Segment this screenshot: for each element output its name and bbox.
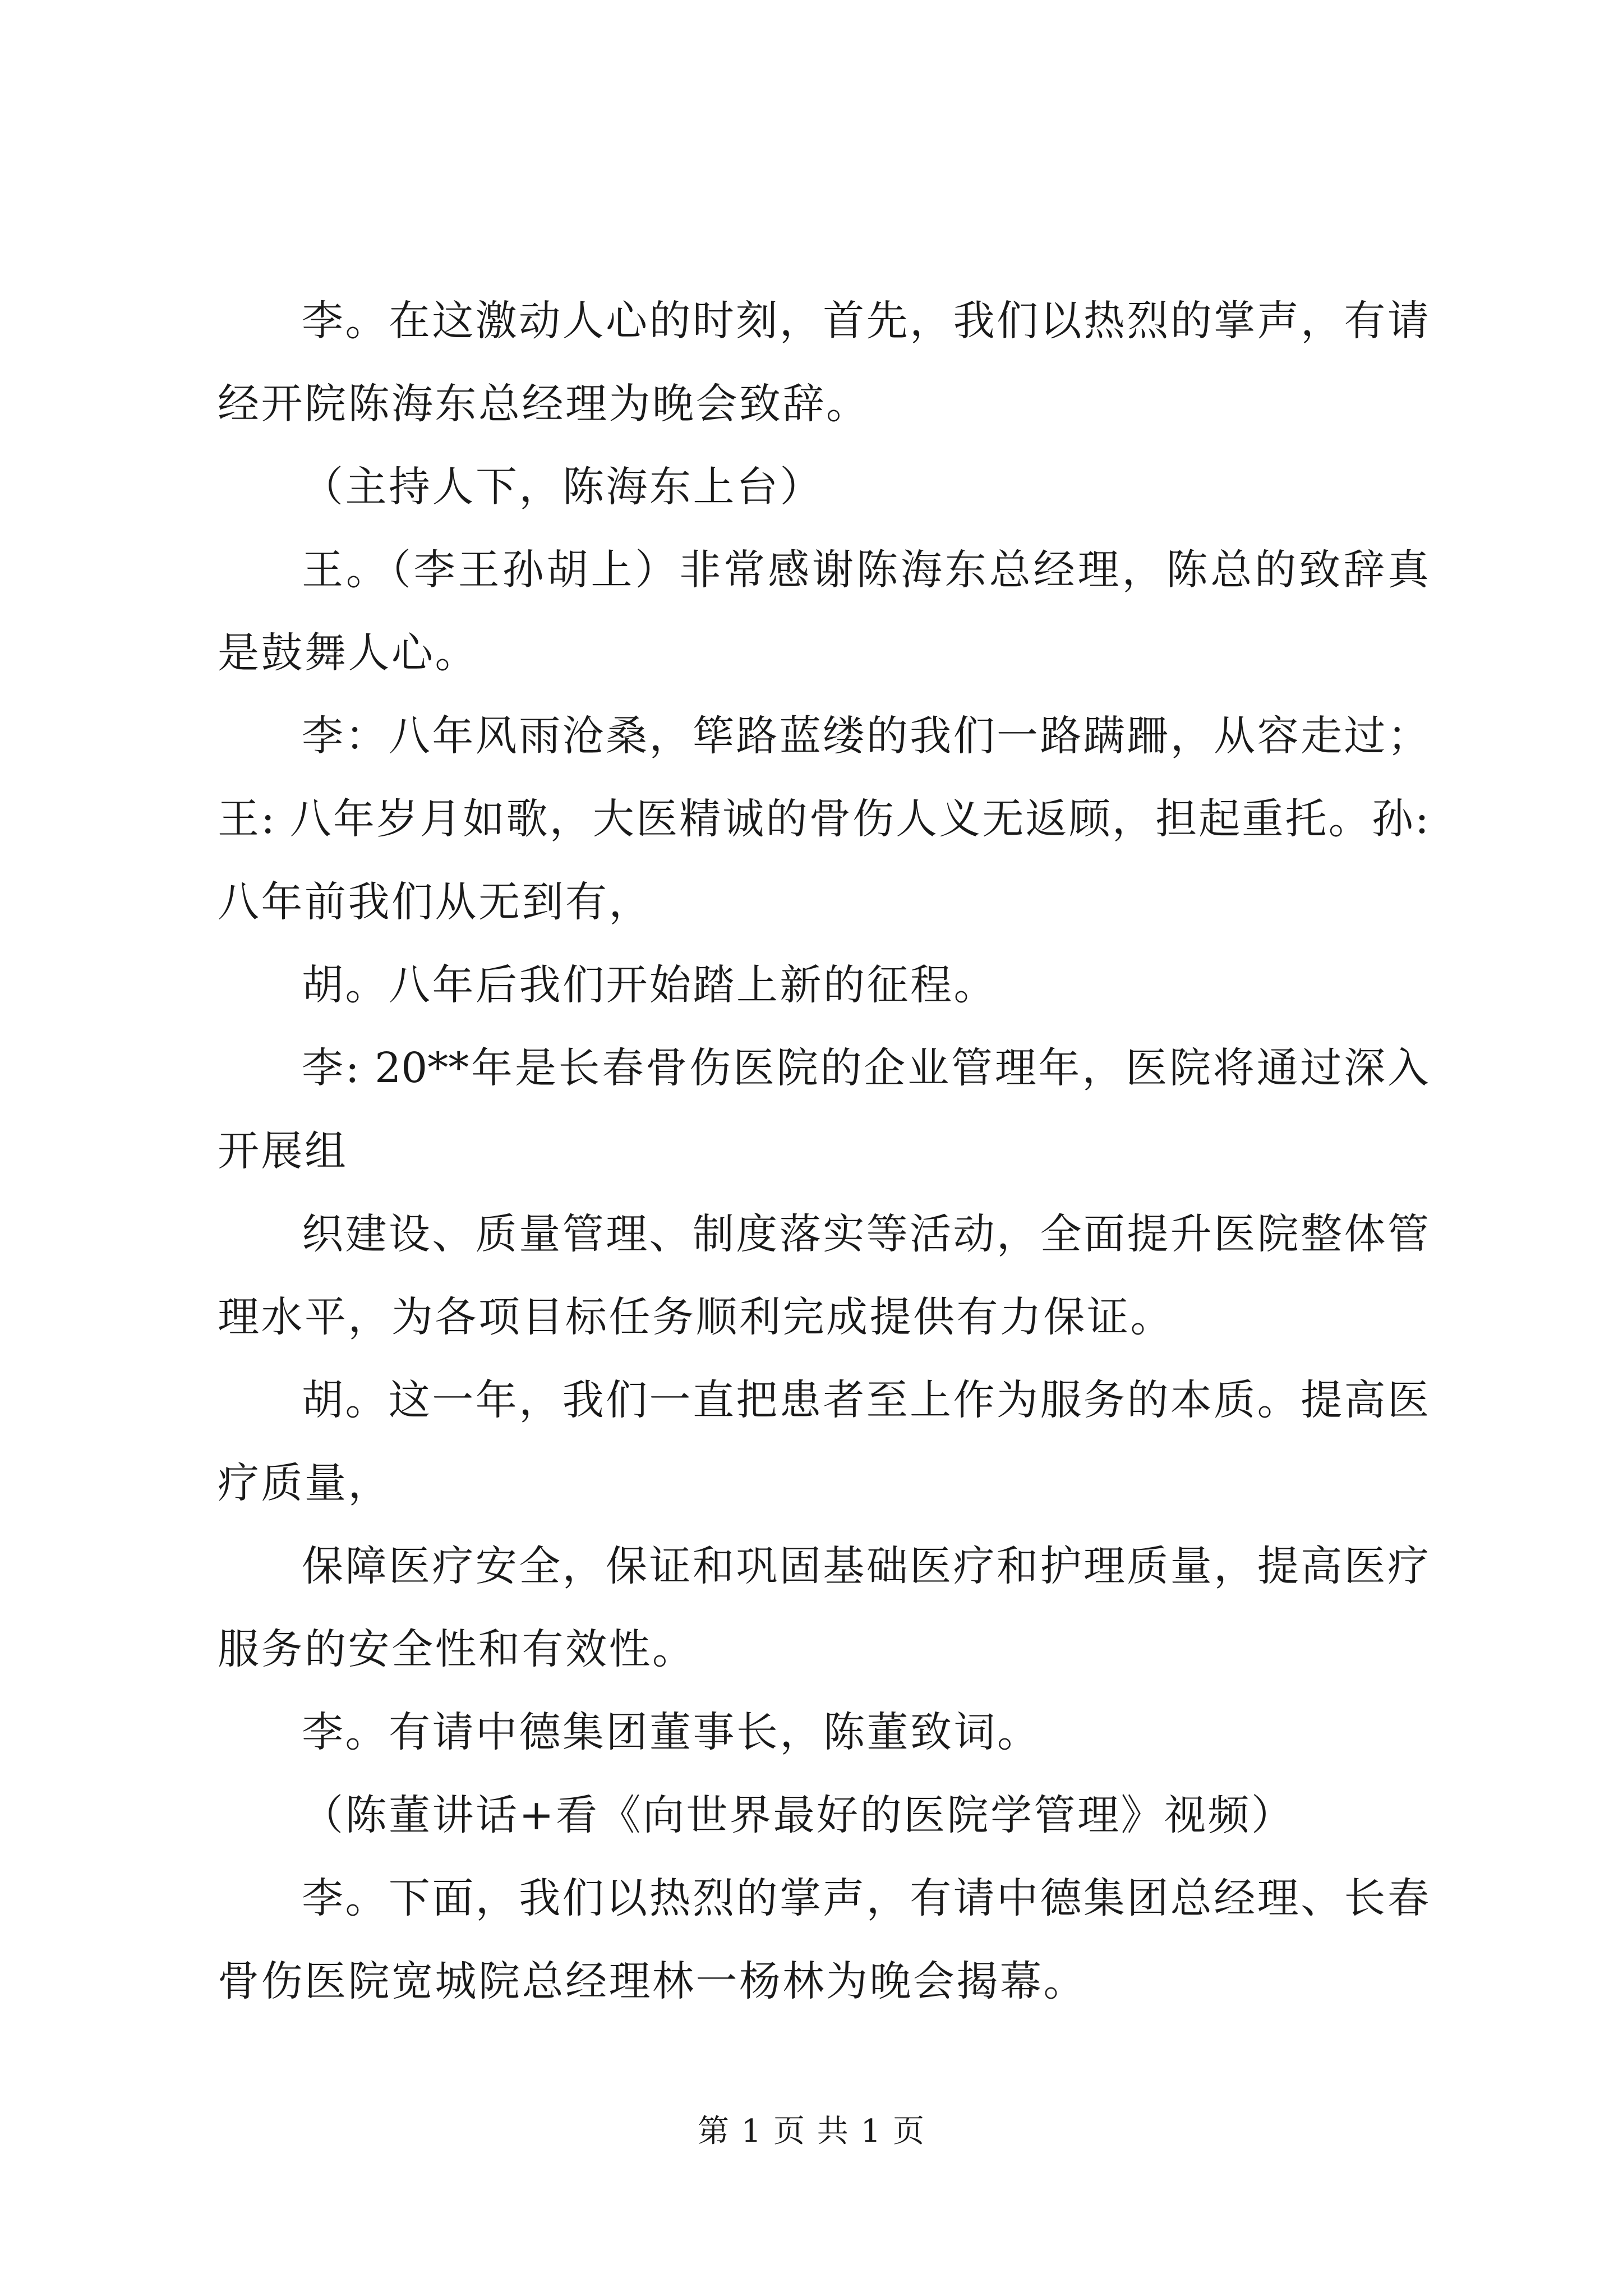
paragraph-line-3: （主持人下，陈海东上台） [302, 463, 823, 511]
paragraph-line-1: 李。在这激动人心的时刻，首先，我们以热烈的掌声，有请 [302, 297, 1429, 345]
paragraph-line-11: 开展组 [218, 1127, 348, 1175]
paragraph-line-8: 八年前我们从无到有， [218, 878, 652, 926]
paragraph-line-12: 织建设、质量管理、制度落实等活动，全面提升医院整体管 [302, 1210, 1429, 1258]
paragraph-line-19: （陈董讲话+看《向世界最好的医院学管理》视频） [302, 1791, 1295, 1839]
paragraph-line-20: 李。下面，我们以热烈的掌声，有请中德集团总经理、长春 [302, 1874, 1429, 1922]
paragraph-line-14: 胡。这一年，我们一直把患者至上作为服务的本质。提高医 [302, 1376, 1429, 1424]
paragraph-line-10: 李: 20**年是长春骨伤医院的企业管理年，医院将通过深入 [302, 1044, 1429, 1092]
paragraph-line-4: 王。（李王孙胡上）非常感谢陈海东总经理，陈总的致辞真 [302, 546, 1429, 594]
paragraph-line-9: 胡。八年后我们开始踏上新的征程。 [302, 961, 997, 1009]
paragraph-line-5: 是鼓舞人心。 [218, 629, 478, 677]
paragraph-line-7: 王: 八年岁月如歌，大医精诚的骨伤人义无返顾，担起重托。孙: [218, 795, 1429, 843]
paragraph-line-6: 李：八年风雨沧桑，筚路蓝缕的我们一路蹒跚，从容走过； [302, 712, 1429, 760]
paragraph-line-2: 经开院陈海东总经理为晚会致辞。 [218, 380, 870, 428]
paragraph-line-21: 骨伤医院宽城院总经理林一杨林为晚会揭幕。 [218, 1957, 1087, 2005]
paragraph-line-15: 疗质量， [218, 1459, 391, 1507]
paragraph-line-17: 服务的安全性和有效性。 [218, 1625, 696, 1673]
paragraph-line-18: 李。有请中德集团董事长，陈董致词。 [302, 1708, 1041, 1756]
page-number-footer: 第 1 页 共 1 页 [697, 2113, 926, 2150]
document-body [218, 297, 1429, 2044]
paragraph-line-13: 理水平，为各项目标任务顺利完成提供有力保证。 [218, 1293, 1174, 1341]
paragraph-line-16: 保障医疗安全，保证和巩固基础医疗和护理质量，提高医疗 [302, 1542, 1429, 1590]
